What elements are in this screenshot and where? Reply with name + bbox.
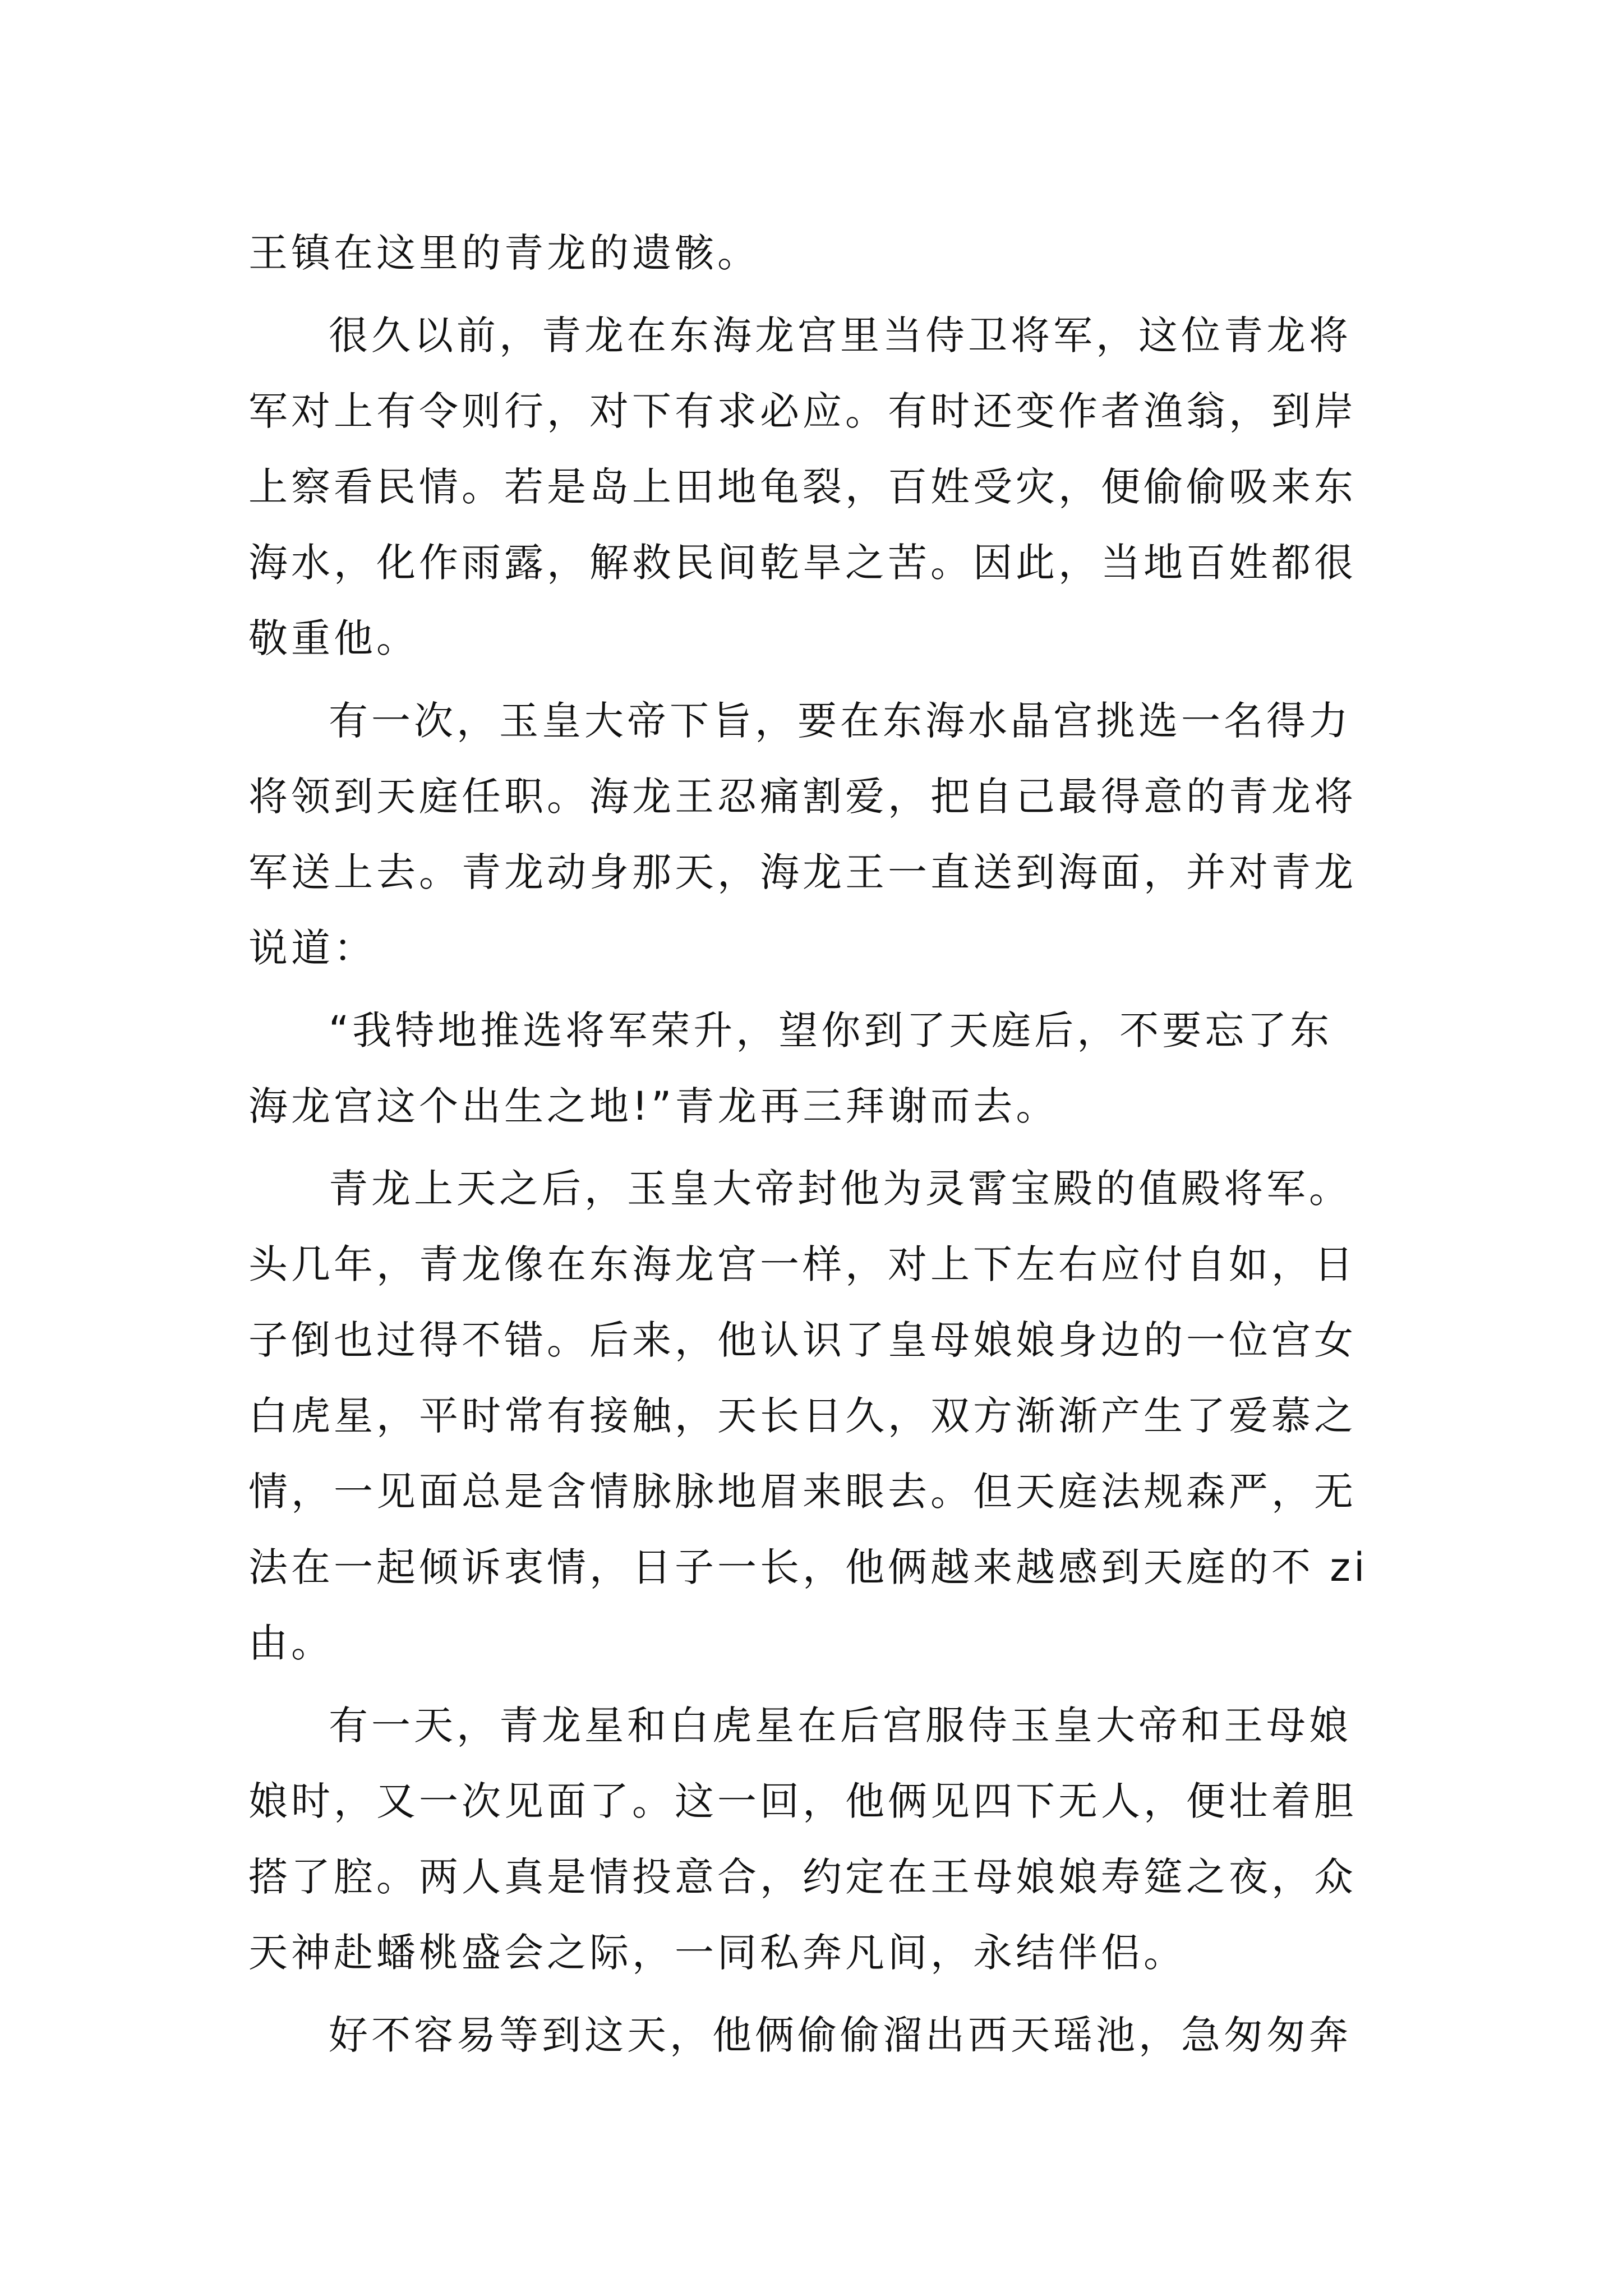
- text-line: 有一次，玉皇大帝下旨，要在东海水晶宫挑选一名得力: [329, 698, 1352, 744]
- text-line: 子倒也过得不错。后来，他认识了皇母娘娘身边的一位宫女: [248, 1317, 1357, 1363]
- text-line: 青龙上天之后，玉皇大帝封他为灵霄宝殿的值殿将军。: [329, 1166, 1352, 1212]
- text-line: 敬重他。: [248, 615, 419, 661]
- text-line: 海水，化作雨露，解救民间乾旱之苦。因此，当地百姓都很: [248, 540, 1357, 586]
- text-line: 军对上有令则行，对下有求必应。有时还变作者渔翁，到岸: [248, 388, 1357, 434]
- text-line: 军送上去。青龙动身那天，海龙王一直送到海面，并对青龙: [248, 849, 1357, 895]
- text-line: 白虎星，平时常有接触，天长日久，双方渐渐产生了爱慕之: [248, 1393, 1357, 1439]
- text-line: 有一天，青龙星和白虎星在后宫服侍玉皇大帝和王母娘: [329, 1703, 1352, 1749]
- text-line: 天神赴蟠桃盛会之际，一同私奔凡间，永结伴侣。: [248, 1930, 1186, 1976]
- text-line: 王镇在这里的青龙的遗骸。: [248, 230, 760, 276]
- text-line: 说道：: [248, 925, 376, 971]
- story-text: [248, 215, 1381, 2073]
- text-line: 海龙宫这个出生之地!”青龙再三拜谢而去。: [248, 1083, 1059, 1129]
- text-line: 情，一见面总是含情脉脉地眉来眼去。但天庭法规森严，无: [248, 1469, 1357, 1515]
- text-line: 头几年，青龙像在东海龙宫一样，对上下左右应付自如，日: [248, 1241, 1357, 1287]
- text-line: “我特地推选将军荣升，望你到了天庭后，不要忘了东: [329, 1007, 1333, 1053]
- text-line: 好不容易等到这天，他俩偷偷溜出西天瑶池，急匆匆奔: [329, 2012, 1352, 2058]
- text-line: 上察看民情。若是岛上田地龟裂，百姓受灾，便偷偷吸来东: [248, 464, 1357, 510]
- text-line: 法在一起倾诉衷情，日子一长，他俩越来越感到天庭的不 zi: [248, 1544, 1368, 1590]
- text-line: 搭了腔。两人真是情投意合，约定在王母娘娘寿筵之夜，众: [248, 1854, 1357, 1900]
- text-line: 娘时，又一次见面了。这一回，他俩见四下无人，便壮着胆: [248, 1778, 1357, 1824]
- text-line: 由。: [248, 1620, 334, 1666]
- text-line: 将领到天庭任职。海龙王忍痛割爱，把自己最得意的青龙将: [248, 774, 1357, 820]
- text-line: 很久以前，青龙在东海龙宫里当侍卫将军，这位青龙将: [329, 312, 1352, 358]
